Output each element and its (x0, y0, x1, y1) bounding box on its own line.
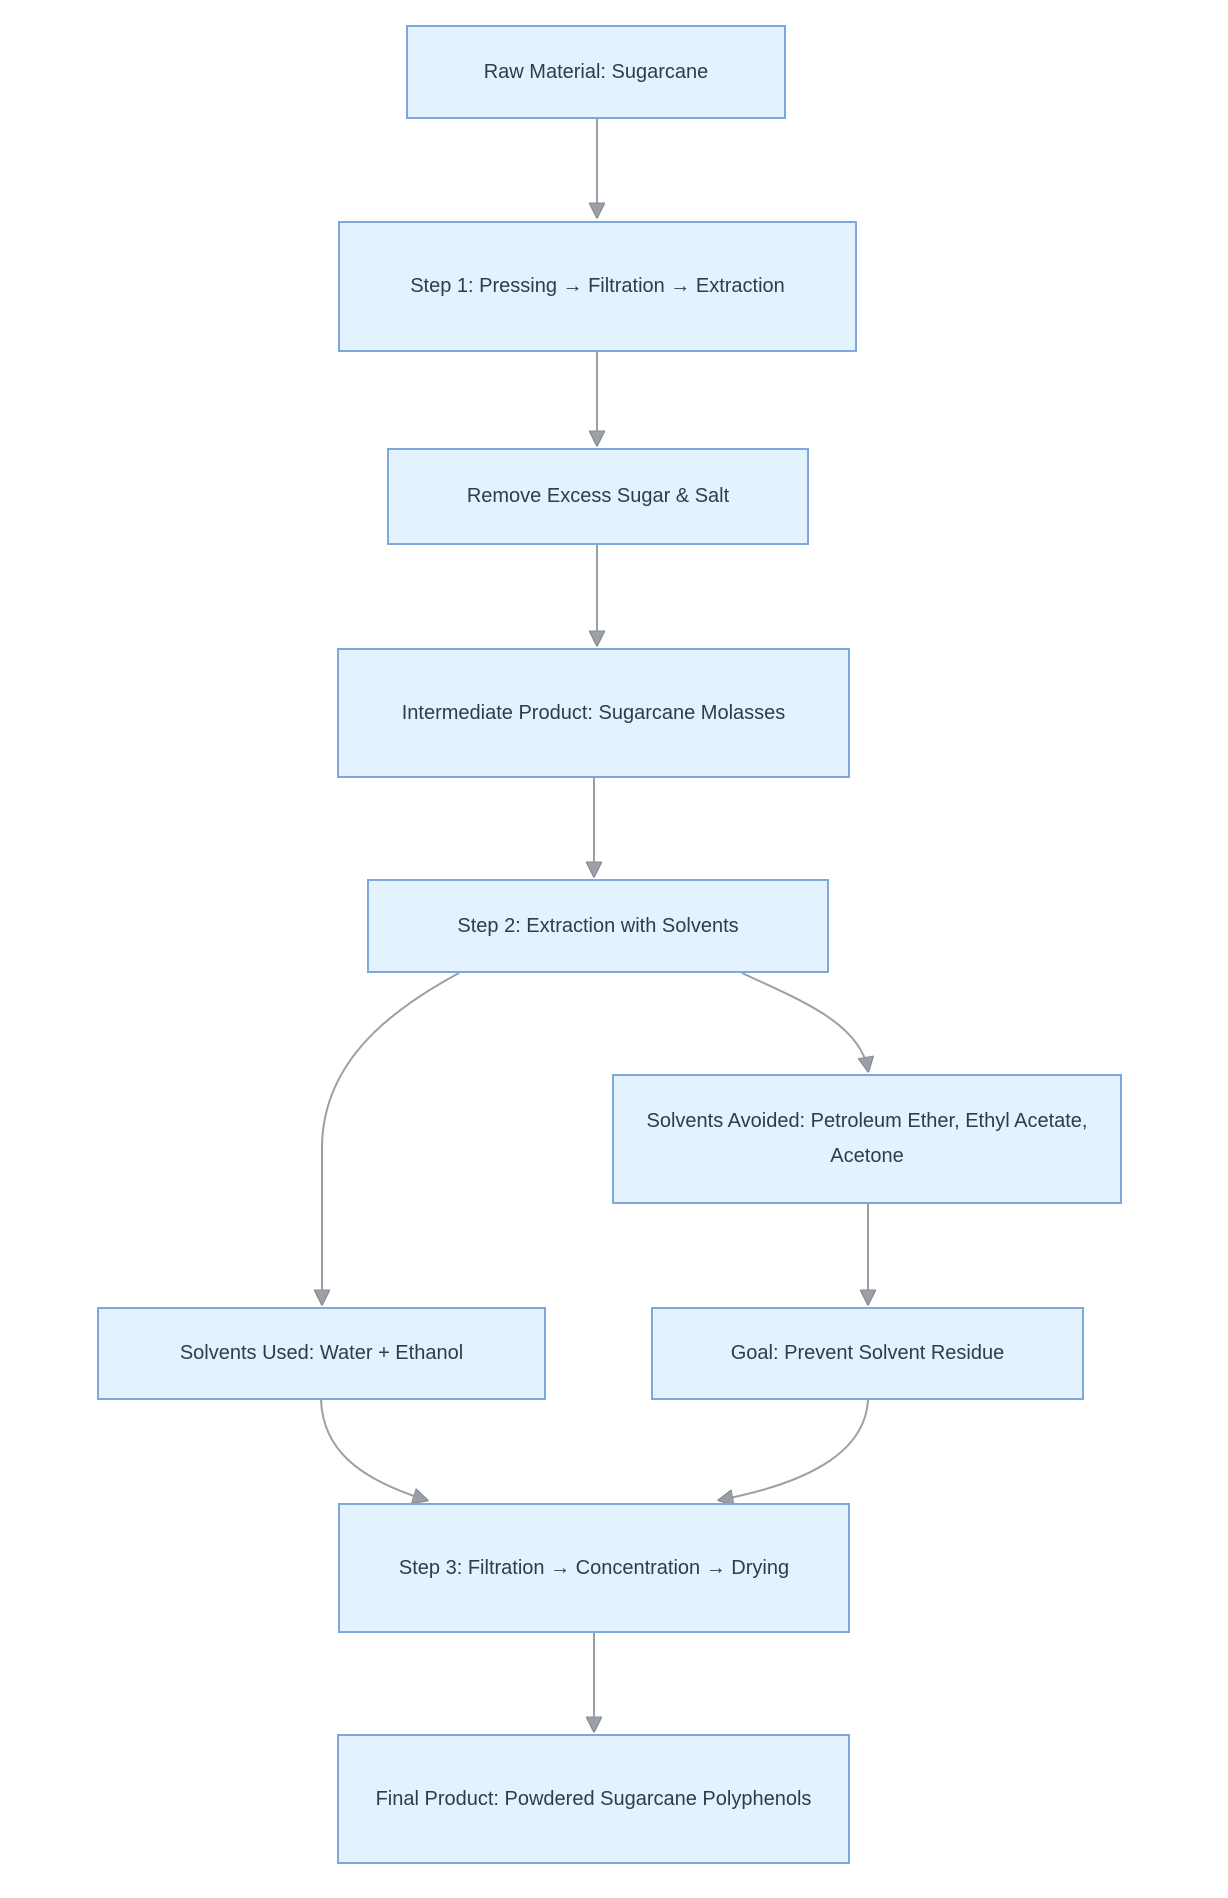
node-solvents-avoided (612, 1074, 1122, 1204)
node-goal-label: Goal: Prevent Solvent Residue (730, 1342, 1005, 1364)
edge-goal-to-step3 (720, 1400, 868, 1500)
edge-solvents-used-to-step3 (321, 1400, 426, 1500)
node-step1 (338, 221, 857, 352)
node-raw-material-label: Raw Material: Sugarcane (483, 60, 709, 83)
node-final-product (337, 1734, 850, 1864)
node-final-product-label: Final Product: Powdered Sugarcane Polyphenols (375, 1787, 812, 1810)
node-step3-label: Step 3: Filtration → Concentration → Drying (398, 1556, 790, 1579)
node-step2-label: Step 2: Extraction with Solvents (457, 914, 739, 937)
node-remove-sugar-salt-label: Remove Excess Sugar & Salt (466, 485, 730, 507)
node-step1-label: Step 1: Pressing → Filtration → Extraction (410, 275, 785, 297)
node-solvents-avoided-label: Solvents Avoided: Petroleum Ether, Ethyl Acetate, Acetone (646, 1110, 1088, 1167)
node-solvents-used (97, 1307, 546, 1400)
node-goal (651, 1307, 1084, 1400)
node-raw-material (406, 25, 786, 119)
edge-step2-to-solvents-used (322, 973, 459, 1303)
node-intermediate-product (337, 648, 850, 778)
node-intermediate-product-label: Intermediate Product: Sugarcane Molasses (401, 701, 786, 724)
node-remove-sugar-salt (387, 448, 809, 545)
node-step2 (367, 879, 829, 973)
node-solvents-used-label: Solvents Used: Water + Ethanol (179, 1342, 464, 1364)
edge-step2-to-solvents-avoided (742, 973, 868, 1070)
node-step3 (338, 1503, 850, 1633)
